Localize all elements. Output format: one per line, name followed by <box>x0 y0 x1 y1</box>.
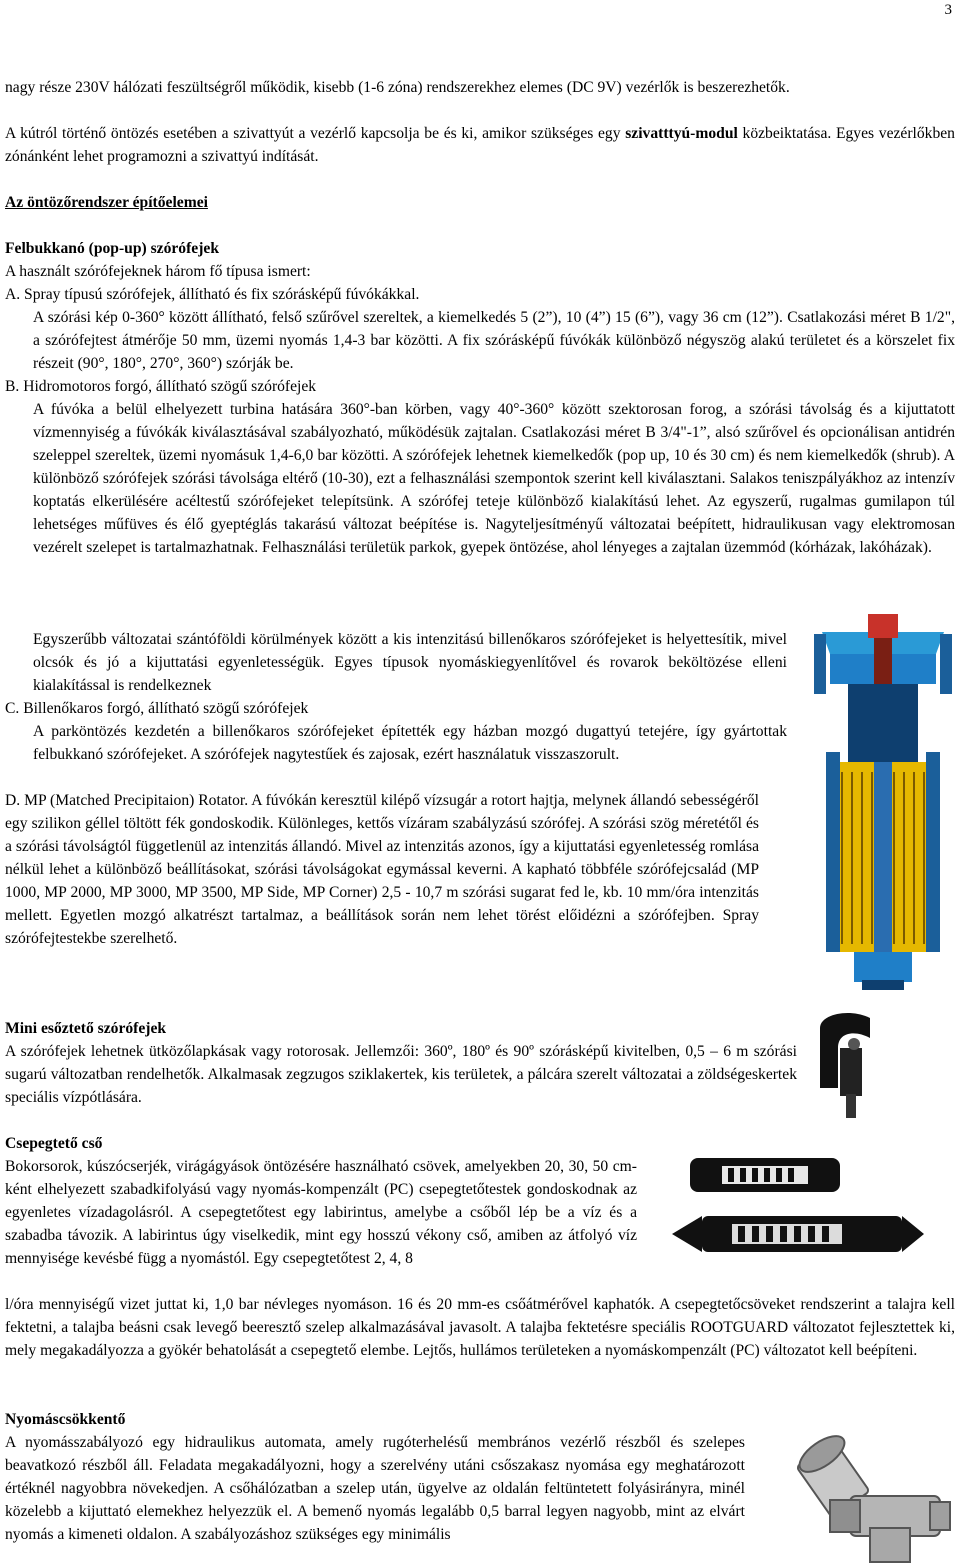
drip-heading: Csepegtető cső <box>5 1135 103 1152</box>
page-number: 3 <box>944 2 952 18</box>
popup-sprinkler-figure <box>808 612 958 990</box>
intro-paragraph-1: nagy része 230V hálózati feszültségről működik, kisebb (1-6 zóna) rendszerekhez elemes (DC 9V) vezérlők is beszerezhetők. <box>5 79 790 96</box>
drip-tube-figure <box>662 1148 930 1262</box>
pressure-text: A nyomásszabályozó egy hidraulikus automata, amely rugóterhelésű membrános vezérlő részből és szelepes beavatkozó részből áll. Feladata megakadályozni, hogy a szerelvény utáni csőszakasz nyomása egy meghatározott értéknél nagyobbra növekedjen. A csőhálózatban a szelep után, ügyelve az oldalán feltüntetett folyásirányra, minél közelebb a kijuttató elemekhez helyezzük el. A bemenő nyomás legalább 0,5 barral legyen nagyobb, mint az elvárt nyomás a kimeneti oldalon. A szabályozáshoz szükséges egy minimális <box>5 1434 745 1543</box>
intro-paragraph-2: A kútról történő öntözés esetében a szivattyút a vezérlő kapcsolja be és ki, amikor szükséges egy szivatttyú-modul közbeiktatása. Egyes vezérlőkben zónánként lehet programozni a szivattyú indítását. <box>5 125 955 165</box>
popup-type-b-title: B. Hidromotoros forgó, állítható szögű szórófejek <box>5 378 317 395</box>
popup-intro: A használt szórófejeknek három fő típusa ismert: <box>5 263 311 280</box>
popup-type-d: D. MP (Matched Precipitaion) Rotator. A fúvókán keresztül kilépő vízsugár a rotort hajtja, melynek állandó sebességéről egy szilikon géllel töltött fék gondoskodik. Különleges, kettős vízáram szabályzású szórófej. A szórási szög méretétől és a szórási távolságtól függetlenül az intenzitás állandó. Mivel az intenzitás azonos, így a kijuttatási egyenletesség romlása nélkül lehet a különböző beállításokat, szórási távolságokat egymással keverni. A kapható többféle szórófejcsalád (MP 1000, MP 2000, MP 3000, MP 3500, MP Side, MP Corner) 2,5 - 10,7 m szórási sugarat fed le, kb. 10 mm/óra intenzitás mellett. Egyetlen mozgó alkatrészt tartalmaz, a beállítások során nem lehet törést előidézni a szórófejben. Spray szórófejtestekbe szerelhető. <box>5 792 759 947</box>
popup-type-b-text-2: Egyszerűbb változatai szántóföldi körülmények között a kis intenzitású billenőkaros szórófejeket is helyettesítik, mivel olcsók és jó a kijuttatási egyenletességük. Egyes típusok nyomáskiegyenlítővel és rovarok beköltözése elleni kialakítással is rendelkeznek <box>33 631 787 694</box>
popup-type-b-text: A fúvóka a belül elhelyezett turbina hatására 360°-ban körben, vagy 40°-360° között szektorosan forog, a szórási távolság és a kijuttatott vízmennyiség a fúvókák kiválasztásával szabályozható, működésük zajtalan. Csatlakozási méret B 3/4"-1”, alsó szűrővel és opcionálisan antidrén szeleppel szereltek, üzemi nyomásuk 1,4-6,0 bar közötti. A szórófejek lehetnek kiemelkedők (pop up, 10 és 30 cm) és nem kiemelkedők (shrub). A különböző szórófejek szórási távolsága eltérő (10-30), ezt a felhasználási szempontok szerint kell kiválasztani. Salakos teniszpályákhoz az intenzív koptatás elkerülésére acéltestű szórófejeket telepítsünk. A szórófej teteje különböző kialakítású lehet. Az egyszerű, rugalmas gumilapon túl lehetséges műfüves és élő gyeptéglás takarású változat beépítése is. Nagyteljesítményű változatai beépített, hidraulikusan vagy elektromosan vezérelt szelepet is tartalmazhatnak. Felhasználási területük parkok, gyepek öntözése, ahol lényeges a zajtalan üzemmód (kórházak, lakóházak). <box>33 401 955 556</box>
popup-type-c-text: A parköntözés kezdetén a billenőkaros szórófejeket építették egy házban mozgó dugattyú tetejére, így gyártottak felbukkanó szórófejeket. A szórófejek nagytestűek és zajosak, ezért használatuk visszaszorult. <box>33 723 787 763</box>
section-title: Az öntözőrendszer építőelemei <box>5 194 208 211</box>
mini-heading: Mini esőztető szórófejek <box>5 1020 167 1037</box>
pump-module-term: szivatttyú-modul <box>625 125 738 142</box>
popup-type-a-title: A. Spray típusú szórófejek, állítható és fix szórásképű fúvókákkal. <box>5 286 420 303</box>
mini-text: A szórófejek lehetnek ütközőlapkásak vagy rotorosak. Jellemzői: 360º, 180º és 90º szórásképű kivitelben, 0,5 – 6 m szórási sugarú változatban rendelhetők. Alkalmasak zegzugos sziklakertek, kis területek, a pálcára szerelt változatai a zöldségeskertek speciális vízpótlására. <box>5 1043 797 1106</box>
mini-sprinkler-figure <box>810 1008 900 1120</box>
popup-heading: Felbukkanó (pop-up) szórófejek <box>5 240 220 257</box>
popup-type-a-text: A szórási kép 0-360° között állítható, felső szűrővel szereltek, a kiemelkedés 5 (2”), 10 (4”) 15 (6”), vagy 36 cm (12”). Csatlakozási méret B 1/2", a szórófejtest átmérője 50 mm, üzemi nyomás 1,4-3 bar közötti. A fix szórásképű fúvókák különböző négyszög alakú területet és a körszelet fix részeit (90°, 180°, 270°, 360°) szórják be. <box>33 309 955 372</box>
pressure-heading: Nyomáscsökkentő <box>5 1411 126 1428</box>
drip-text-2: l/óra mennyiségű vizet juttat ki, 1,0 bar névleges nyomáson. 16 és 20 mm-es csőátmérővel kaphatók. A csepegtetőcsöveket rendszerint a talajra kell fektetni, a talajba beásni csak levegő beeresztő szelep alkalmazásával javasolt. A talajba fektetésre speciális ROOTGUARD változatot fejlesztettek ki, mely megakadályozza a gyökér behatolását a csepegtető elembe. Lejtős, hullámos területeken a nyomáskompenzált (PC) változatot kell beépíteni. <box>5 1296 955 1359</box>
pressure-reducer-figure <box>770 1418 955 1566</box>
drip-text: Bokorsorok, kúszócserjék, virágágyások öntözésére használható csövek, amelyekben 20, 30, 50 cm-ként elhelyezett szabadkifolyású vagy nyomás-kompenzált (PC) csepegtetőtestek gondoskodnak az egyenletes vízadagolásról. A csepegtetőtest egy labirintus, amelybe a csőből lép be a víz és a szabadba távozik. A labirintus úgy viselkedik, mint egy hosszú vékony cső, amiben az átfolyó víz mennyisége kevésbé függ a nyomástól. Egy csepegtetőtest 2, 4, 8 <box>5 1158 637 1267</box>
popup-type-c-title: C. Billenőkaros forgó, állítható szögű szórófejek <box>5 700 309 717</box>
